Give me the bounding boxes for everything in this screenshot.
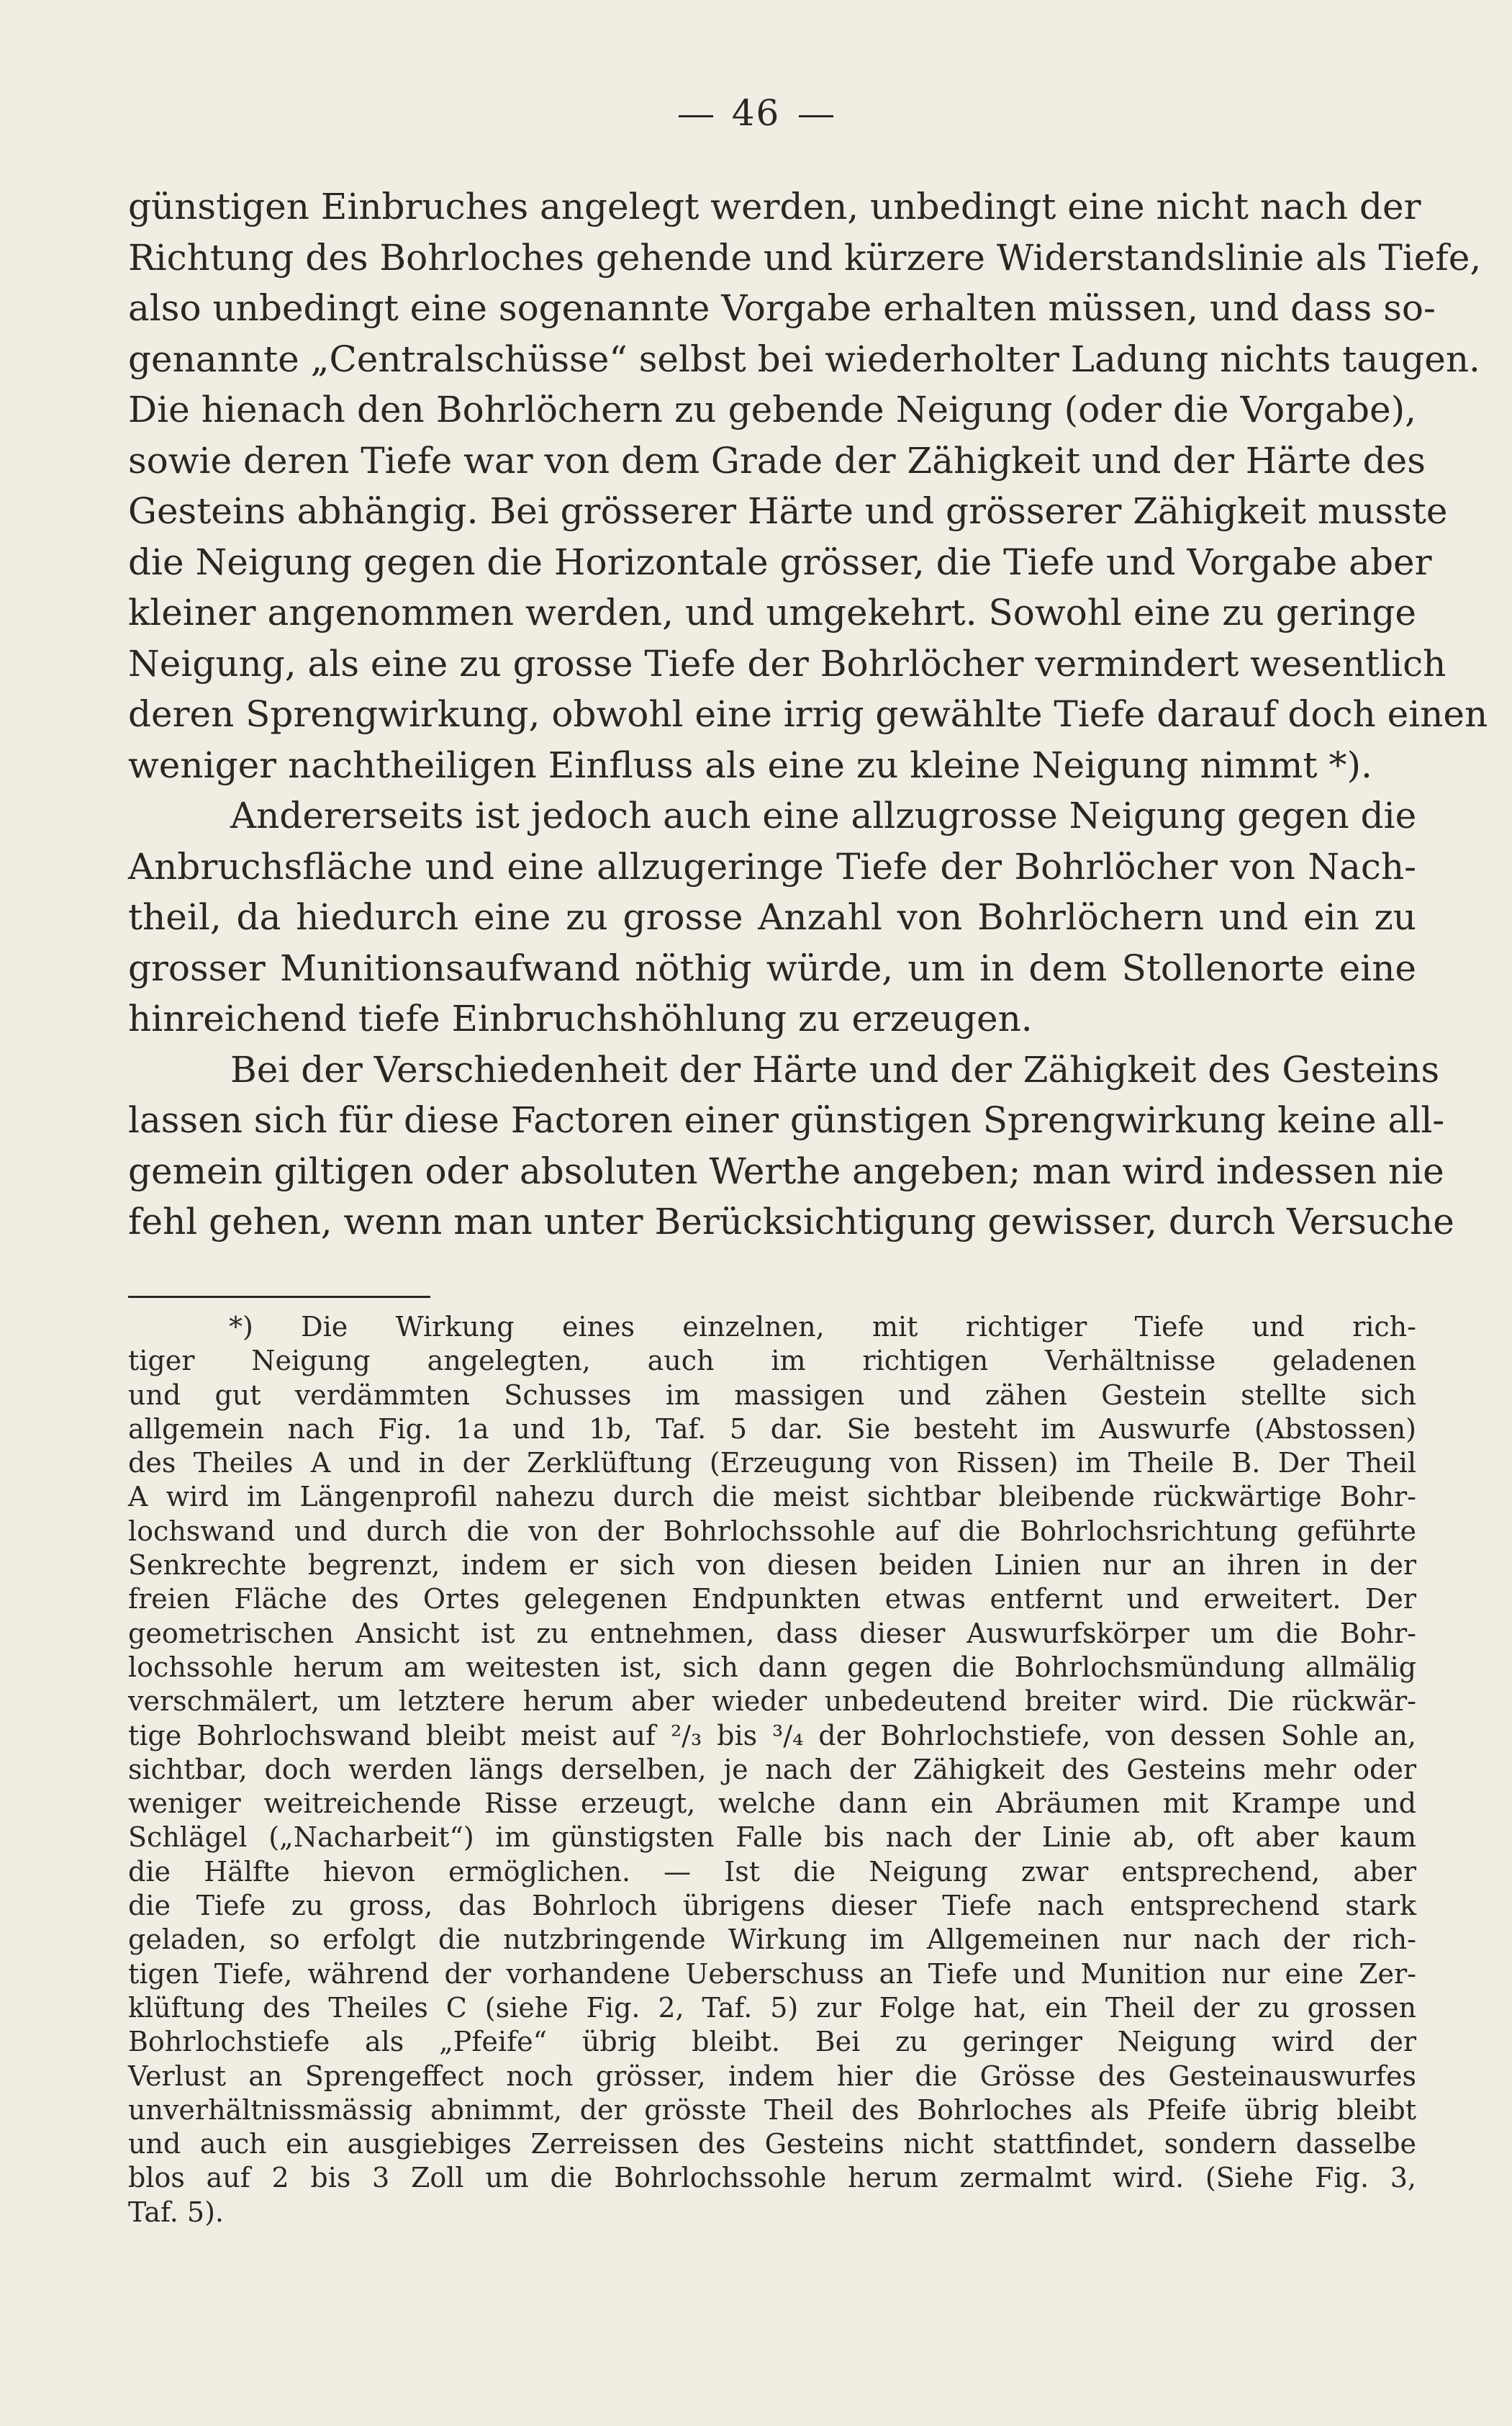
footnote-line: verschmälert, um letztere herum aber wieder unbedeutend breiter wird. Die rückwär- [128, 1685, 1416, 1718]
footnote-line: Bohrlochstiefe als „Pfeife“ übrig bleibt. Bei zu geringer Neigung wird der [128, 2026, 1416, 2058]
footnote-line: allgemein nach Fig. 1a und 1b, Taf. 5 dar. Sie besteht im Auswurfe (Abstossen) [128, 1412, 1416, 1445]
footnote-line: und auch ein ausgiebiges Zerreissen des Gesteins nicht stattfindet, sondern dasselbe [128, 2128, 1416, 2160]
text-line: sowie deren Tiefe war von dem Grade der Zähigkeit und der Härte des [128, 439, 1426, 482]
footnote-line: klüftung des Theiles C (siehe Fig. 2, Taf. 5) zur Folge hat, ein Theil der zu grossen [128, 1991, 1416, 2024]
footnote-line: *) Die Wirkung eines einzelnen, mit richtiger Tiefe und rich- [229, 1311, 1416, 1343]
page-number: 46 [731, 92, 781, 134]
text-line: Richtung des Bohrloches gehende und kürzere Widerstandslinie als Tiefe, [128, 236, 1482, 279]
header-dash-left [679, 115, 713, 117]
footnote-line: sichtbar, doch werden längs derselben, je nach der Zähigkeit des Gesteins mehr oder [128, 1753, 1416, 1785]
text-line: Neigung, als eine zu grosse Tiefe der Bohrlöcher vermindert wesentlich [128, 642, 1447, 685]
footnote-line: Schlägel („Nacharbeit“) im günstigsten Falle bis nach der Linie ab, oft aber kaum [128, 1821, 1416, 1854]
footnote-line: Verlust an Sprengeffect noch grösser, indem hier die Grösse des Gesteinauswurfes [128, 2060, 1416, 2092]
text-line: Andererseits ist jedoch auch eine allzugrosse Neigung gegen die [230, 795, 1417, 837]
page-header [0, 92, 1512, 134]
footnote-line: und gut verdämmten Schusses im massigen und zähen Gestein stellte sich [128, 1379, 1416, 1411]
footnote-line: Senkrechte begrenzt, indem er sich von diesen beiden Linien nur an ihren in der [128, 1549, 1416, 1582]
text-line: fehl gehen, wenn man unter Berücksichtigung gewisser, durch Versuche [128, 1201, 1454, 1243]
footnote-line: geometrischen Ansicht ist zu entnehmen, dass dieser Auswurfskörper um die Bohr- [128, 1617, 1416, 1649]
text-line: theil, da hiedurch eine zu grosse Anzahl von Bohrlöchern und ein zu [128, 896, 1416, 938]
text-line: die Neigung gegen die Horizontale grösser, die Tiefe und Vorgabe aber [128, 541, 1432, 583]
text-line: Die hienach den Bohrlöchern zu gebende Neigung (oder die Vorgabe), [128, 389, 1416, 430]
footnote-line: des Theiles A und in der Zerklüftung (Erzeugung von Rissen) im Theile B. Der Theil [128, 1447, 1416, 1479]
footnote-line: weniger weitreichende Risse erzeugt, welche dann ein Abräumen mit Krampe und [128, 1787, 1416, 1820]
footnote [128, 1310, 1416, 2229]
text-line: deren Sprengwirkung, obwohl eine irrig gewählte Tiefe darauf doch einen [128, 693, 1488, 735]
footnote-line: lochssohle herum am weitesten ist, sich dann gegen die Bohrlochsmündung allmälig [128, 1651, 1416, 1683]
footnote-line: tigen Tiefe, während der vorhandene Ueberschuss an Tiefe und Munition nur eine Zer- [128, 1957, 1416, 1990]
footnote-line: lochswand und durch die von der Bohrlochssohle auf die Bohrlochsrichtung geführte [128, 1515, 1416, 1547]
text-line: Anbruchsfläche und eine allzugeringe Tiefe der Bohrlöcher von Nach- [128, 845, 1416, 888]
text-line: hinreichend tiefe Einbruchshöhlung zu erzeugen. [128, 998, 1033, 1040]
footnote-line: A wird im Längenprofil nahezu durch die meist sichtbar bleibende rückwärtige Bohr- [128, 1481, 1416, 1513]
text-line: lassen sich für diese Factoren einer günstigen Sprengwirkung keine all- [128, 1099, 1445, 1141]
footnote-line: unverhältnissmässig abnimmt, der grösste Theil des Bohrloches als Pfeife übrig bleibt [128, 2093, 1416, 2126]
text-line: grosser Munitionsaufwand nöthig würde, um in dem Stollenorte eine [128, 947, 1416, 989]
text-line: günstigen Einbruches angelegt werden, unbedingt eine nicht nach der [128, 186, 1421, 227]
text-line: kleiner angenommen werden, und umgekehrt. Sowohl eine zu geringe [128, 592, 1416, 633]
footnote-line: die Hälfte hievon ermöglichen. — Ist die Neigung zwar entsprechend, aber [128, 1855, 1416, 1888]
footnote-line: Taf. 5). [128, 2196, 224, 2228]
text-line: also unbedingt eine sogenannte Vorgabe erhalten müssen, und dass so- [128, 287, 1436, 329]
footnote-line: die Tiefe zu gross, das Bohrloch übrigens dieser Tiefe nach entsprechend stark [128, 1890, 1416, 1922]
text-line: genannte „Centralschüsse“ selbst bei wiederholter Ladung nichts taugen. [128, 338, 1480, 380]
text-line: weniger nachtheiligen Einfluss als eine zu kleine Neigung nimmt *). [128, 744, 1372, 786]
header-dash-right [799, 115, 833, 117]
text-line: gemein giltigen oder absoluten Werthe angeben; man wird indessen nie [128, 1150, 1444, 1192]
text-line: Bei der Verschiedenheit der Härte und der Zähigkeit des Gesteins [230, 1048, 1440, 1091]
footnote-separator [128, 1296, 430, 1298]
text-line: Gesteins abhängig. Bei grösserer Härte und grösserer Zähigkeit musste [128, 490, 1448, 532]
main-text [128, 181, 1488, 1248]
footnote-line: tiger Neigung angelegten, auch im richtigen Verhältnisse geladenen [128, 1345, 1416, 1377]
footnote-line: blos auf 2 bis 3 Zoll um die Bohrlochssohle herum zermalmt wird. (Siehe Fig. 3, [128, 2162, 1416, 2194]
footnote-line: tige Bohrlochswand bleibt meist auf ²/₃ bis ³/₄ der Bohrlochstiefe, von dessen Sohle an, [128, 1719, 1416, 1751]
footnote-line: freien Fläche des Ortes gelegenen Endpunkten etwas entfernt und erweitert. Der [128, 1583, 1416, 1615]
footnote-line: geladen, so erfolgt die nutzbringende Wirkung im Allgemeinen nur nach der rich- [128, 1924, 1416, 1956]
